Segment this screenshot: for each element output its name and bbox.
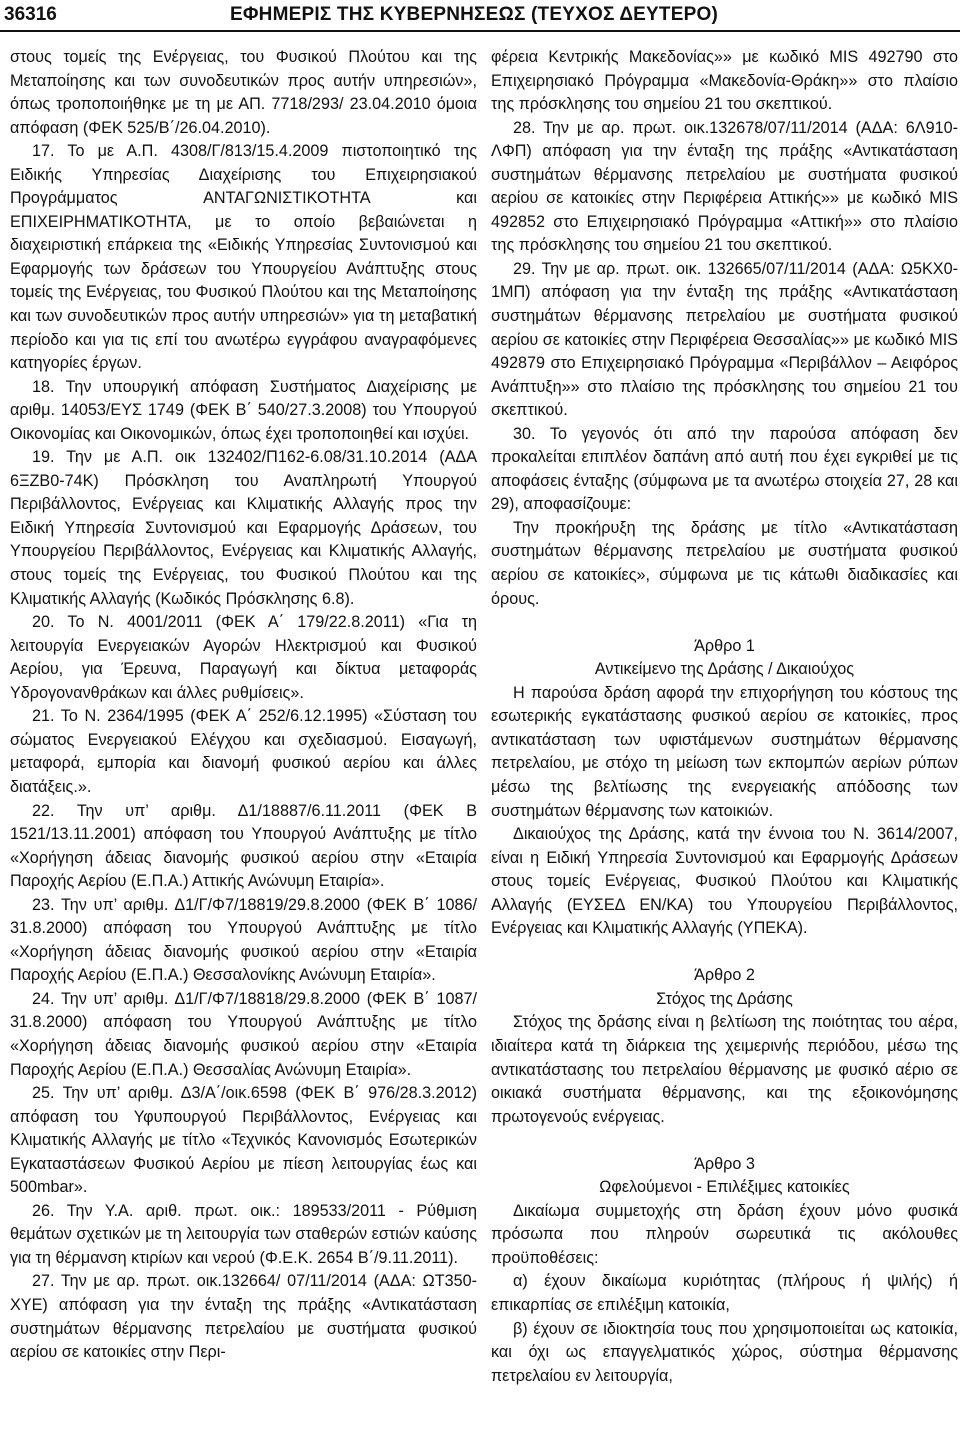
paragraph-25: 25. Την υπ’ αριθμ. Δ3/Α΄/οικ.6598 (ΦΕΚ Β΄ 976/28.3.2012) απόφαση του Υφυπουργού Περιβάλλοντος, Ενέργειας και Κλιματικής Αλλαγής με τίτλο «Τεχνικός Κανονισμός Εσωτερικών Εγκαταστάσεων Φυσικού Αερίου με πίεση λειτουργίας έως και 500mbar».: [10, 1084, 477, 1197]
paragraph-26: 26. Την Υ.Α. αριθ. πρωτ. οικ.: 189533/2011 - Ρύθμιση θεμάτων σχετικών με τη λειτουργία των σταθερών εστιών καύσης για τη θέρμανση κτιρίων και νερού (Φ.Ε.Κ. 2654 Β΄/9.11.2011).: [10, 1201, 477, 1267]
article-2-paragraph-1: Στόχος της δράσης είναι η βελτίωση της ποιότητας του αέρα, ιδιαίτερα κατά τη διάρκεια της χειμερινής περιόδου, μέσω της αντικατάστασης του πετρελαίου θέρμανσης με φυσικό αέριο σε οικιακά συστήματα θέρμανσης, και της εξοικονόμησης πρωτογενούς ενέργειας.: [491, 1013, 958, 1126]
header-rule: [0, 30, 960, 32]
paragraph-20: 20. Το Ν. 4001/2011 (ΦΕΚ Α΄ 179/22.8.2011) «Για τη λειτουργία Ενεργειακών Αγορών Ηλεκτρισμού και Φυσικού Αερίου, για Έρευνα, Παραγωγή και δίκτυα μεταφοράς Υδρογονανθράκων και άλλες ρυθμίσεις».: [10, 613, 477, 702]
article-1-subheading: Αντικείμενο της Δράσης / Δικαιούχος: [594, 660, 855, 679]
right-column: [491, 46, 958, 1388]
paragraph-30: 30. Το γεγονός ότι από την παρούσα απόφαση δεν προκαλείται επιπλέον δαπάνη από αυτή που έχει εγκριθεί με τις αποφάσεις ένταξης (σύμφωνα με τα ανωτέρω στοιχεία 27, 28 και 29), αποφασίζουμε:: [491, 424, 958, 514]
article-1-paragraph-1: Η παρούσα δράση αφορά την επιχορήγηση του κόστους της εσωτερικής εγκατάστασης φυσικού αερίου σε κατοικίες, προς αντικατάσταση των υφιστάμενων συστημάτων θέρμανσης πετρελαίου, με στόχο τη μείωση των εκπομπών αερίων ρύπων μέσω της βελτίωσης της ενεργειακής απόδοσης των συστημάτων θέρμανσης των κατοικιών.: [491, 683, 958, 820]
paragraph-21: 21. Το Ν. 2364/1995 (ΦΕΚ Α΄ 252/6.12.1995) «Σύσταση του σώματος Ενεργειακού Ελέγχου και σχεδιασμού. Εισαγωγή, μεταφορά, εμπορία και διανομή φυσικού αερίου και άλλες διατάξεις.».: [10, 707, 477, 796]
spacer: [491, 941, 958, 965]
article-1-heading: Άρθρο 1: [694, 636, 755, 655]
paragraph-27: 27. Την με αρ. πρωτ. οικ.132664/ 07/11/2014 (ΑΔΑ: ΩΤ350-ΧΥΕ) απόφαση για την ένταξη της πράξης «Αντικατάσταση συστημάτων θέρμανσης πετρελαίου με συστήματα φυσικού αερίου σε κατοικίες στην Περι-: [10, 1272, 477, 1362]
paragraph-23: 23. Την υπ’ αριθμ. Δ1/Γ/Φ7/18819/29.8.2000 (ΦΕΚ Β΄ 1086/ 31.8.2000) απόφαση του Υπουργού Ανάπτυξης με τίτλο «Χορήγηση άδειας διανομής φυσικού αερίου στην «Εταιρία Παροχής Αερίου (Ε.Π.Α.) Θεσσαλονίκης Ανώνυμη Εταιρία».: [10, 895, 477, 985]
article-3-item-b: β) έχουν σε ιδιοκτησία τους που χρησιμοποιείται ως κατοικία, και όχι ως επαγγελματικός χώρος, σύστημα θέρμανσης πετρελαίου εν λειτουργία,: [491, 1319, 958, 1385]
article-3-heading: Άρθρο 3: [694, 1154, 755, 1173]
paragraph-28: 28. Την με αρ. πρωτ. οικ.132678/07/11/2014 (ΑΔΑ: 6Λ910-ΛΦΠ) απόφαση για την ένταξη της πράξης «Αντικατάσταση συστημάτων θέρμανσης πετρελαίου με συστήματα φυσικού αερίου σε κατοικίες στην Περιφέρεια Αττικής»» με κωδικό MIS 492852 στο Επιχειρησιακό Πρόγραμμα «Αττική»» στο πλαίσιο της πρόσκλησης του σημείου 21 του σκεπτικού.: [491, 118, 958, 255]
page-header: [0, 0, 960, 34]
paragraph-decision: Την προκήρυξη της δράσης με τίτλο «Αντικατάσταση συστημάτων θέρμανσης πετρελαίου με συστήματα φυσικού αερίου σε κατοικίες», σύμφωνα με τις κάτωθι διαδικασίες και όρους.: [491, 518, 958, 608]
page-number: 36316: [4, 4, 57, 25]
article-1-paragraph-2: Δικαιούχος της Δράσης, κατά την έννοια του Ν. 3614/2007, είναι η Ειδική Υπηρεσία Συντονισμού και Εφαρμογής Δράσεων στους τομείς Ενέργειας, Φυσικού Πλούτου και Κλιματικής Αλλαγής (ΕΥΣΕΔ ΕΝ/ΚΑ) του Υπουργείου Περιβάλλοντος, Ενέργειας και Κλιματικής Αλλαγής (ΥΠΕΚΑ).: [491, 825, 958, 938]
paragraph-17: 17. Το με Α.Π. 4308/Γ/813/15.4.2009 πιστοποιητικό της Ειδικής Υπηρεσίας Διαχείρισης του Επιχειρησιακού Προγράμματος ΑΝΤΑΓΩΝΙΣΤΙΚΟΤΗΤΑ και ΕΠΙΧΕΙΡΗΜΑΤΙΚΟΤΗΤΑ, με το οποίο βεβαιώνεται η διαχειριστική επάρκεια της «Ειδικής Υπηρεσίας Συντονισμού και Εφαρμογής των δράσεων του Υπουργείου Ανάπτυξης στους τομείς της Ενέργειας, του Φυσικού Πλούτου και της Μεταποίησης και των συνοδευτικών προς αυτήν υπηρεσιών» για τη μεταβατική περίοδο και για τις επί του ανωτέρω εγγράφου αναγραφόμενες κατηγορίες έργων.: [10, 142, 477, 373]
paragraph-continuation-right: φέρεια Κεντρικής Μακεδονίας»» με κωδικό MIS 492790 στο Επιχειρησιακό Πρόγραμμα «Μακεδονία-Θράκη»» στο πλαίσιο της πρόσκλησης του σημείου 21 του σκεπτικού.: [491, 48, 958, 114]
article-2-heading: Άρθρο 2: [694, 966, 755, 985]
paragraph-29: 29. Την με αρ. πρωτ. οικ. 132665/07/11/2014 (ΑΔΑ: Ω5ΚΧ0-1ΜΠ) απόφαση για την ένταξη της πράξης «Αντικατάσταση συστημάτων θέρμανσης πετρελαίου με συστήματα φυσικού αερίου σε κατοικίες στην Περιφέρεια Θεσσαλίας»» με κωδικό MIS 492879 στο Επιχειρησιακό Πρόγραμμα «Περιβάλλον – Αειφόρος Ανάπτυξη»» στο πλαίσιο της πρόσκλησης του σημείου 21 του σκεπτικού.: [491, 259, 958, 420]
left-column: [10, 46, 477, 1365]
paragraph-19: 19. Την με Α.Π. οικ 132402/Π162-6.08/31.10.2014 (ΑΔΑ 6ΞΖΒ0-74Κ) Πρόσκληση του Αναπληρωτή Υπουργού Περιβάλλοντος, Ενέργειας και Κλιματικής Αλλαγής προς την Ειδική Υπηρεσία Συντονισμού και Εφαρμογής Δράσεων, του Υπουργείου Περιβάλλοντος, Ενέργειας και Κλιματικής Αλλαγής, στους τομείς της Ενέργειας, του Φυσικού Πλούτου και της Κλιματικής Αλλαγής (Κωδικός Πρόσκλησης 6.8).: [10, 448, 477, 608]
paragraph-18: 18. Την υπουργική απόφαση Συστήματος Διαχείρισης με αριθμ. 14053/ΕΥΣ 1749 (ΦΕΚ Β΄ 540/27.3.2008) του Υπουργού Οικονομίας και Οικονομικών, όπως έχει τροποποιηθεί και ισχύει.: [10, 377, 477, 443]
article-3-item-a: α) έχουν δικαίωμα κυριότητας (πλήρους ή ψιλής) ή επικαρπίας σε επιλέξιμη κατοικία,: [491, 1272, 958, 1314]
journal-title: ΕΦΗΜΕΡΙΣ ΤΗΣ ΚΥΒΕΡΝΗΣΕΩΣ (ΤΕΥΧΟΣ ΔΕΥΤΕΡΟ): [230, 4, 718, 25]
article-2-subheading: Στόχος της Δράσης: [656, 989, 793, 1008]
spacer: [491, 611, 958, 635]
spacer: [491, 1129, 958, 1153]
paragraph-continuation: στους τομείς της Ενέργειας, του Φυσικού Πλούτου και της Μεταποίησης και των συνοδευτικών προς αυτήν υπηρεσιών», όπως τροποποιήθηκε με τη με ΑΠ. 7718/293/ 23.04.2010 όμοια απόφαση (ΦΕΚ 525/Β΄/26.04.2010).: [10, 48, 477, 137]
article-3-paragraph-1: Δικαίωμα συμμετοχής στη δράση έχουν μόνο φυσικά πρόσωπα που πληρούν σωρευτικά τις ακόλουθες προϋποθέσεις:: [491, 1201, 958, 1267]
paragraph-22: 22. Την υπ’ αριθμ. Δ1/18887/6.11.2011 (ΦΕΚ Β 1521/13.11.2001) απόφαση του Υπουργού Ανάπτυξης με τίτλο «Χορήγηση άδειας διανομής φυσικού αερίου στην «Εταιρία Παροχής Αερίου (Ε.Π.Α.) Αττικής Ανώνυμη Εταιρία».: [10, 801, 477, 891]
paragraph-24: 24. Την υπ’ αριθμ. Δ1/Γ/Φ7/18818/29.8.2000 (ΦΕΚ Β΄ 1087/ 31.8.2000) απόφαση του Υπουργού Ανάπτυξης με τίτλο «Χορήγηση άδειας διανομής φυσικού αερίου στην «Εταιρία Παροχής Αερίου (Ε.Π.Α.) Θεσσαλίας Ανώνυμη Εταιρία».: [10, 989, 477, 1079]
article-3-subheading: Ωφελούμενοι - Επιλέξιμες κατοικίες: [599, 1178, 850, 1197]
